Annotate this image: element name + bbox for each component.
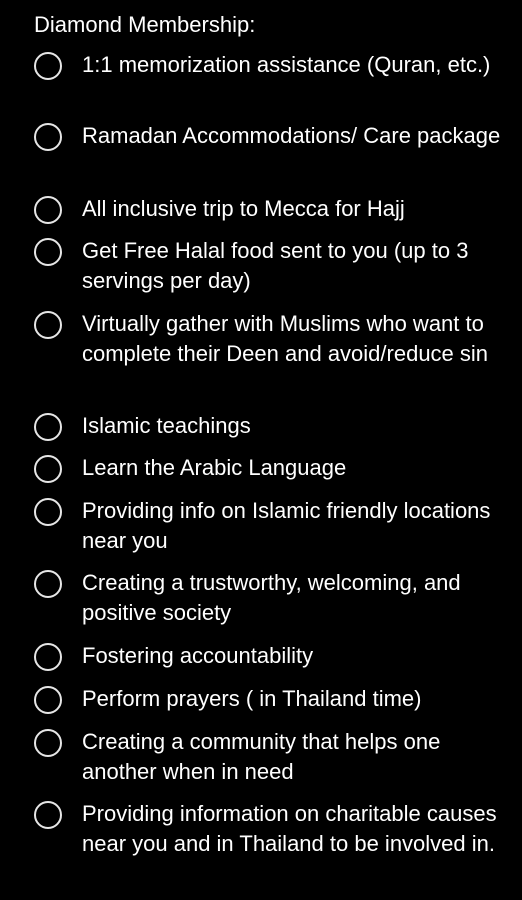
radio-button[interactable]	[34, 196, 62, 224]
radio-button[interactable]	[34, 52, 62, 80]
radio-button[interactable]	[34, 238, 62, 266]
option-label: All inclusive trip to Mecca for Hajj	[82, 196, 405, 221]
option-label: Virtually gather with Muslims who want to complete their Deen and avoid/reduce sin	[82, 311, 489, 366]
radio-button[interactable]	[34, 729, 62, 757]
radio-button[interactable]	[34, 413, 62, 441]
radio-button[interactable]	[34, 311, 62, 339]
page-title: Diamond Membership:	[34, 12, 256, 37]
radio-button[interactable]	[34, 801, 62, 829]
radio-button[interactable]	[34, 455, 62, 483]
option-label: 1:1 memorization assistance (Quran, etc.)	[82, 52, 491, 77]
option-label: Learn the Arabic Language	[82, 455, 347, 480]
radio-button[interactable]	[34, 123, 62, 151]
option-label: Creating a community that helps one another when in need	[82, 729, 441, 784]
option-label: Perform prayers ( in Thailand time)	[82, 686, 422, 711]
option-label: Islamic teachings	[82, 413, 251, 438]
radio-button[interactable]	[34, 686, 62, 714]
option-label: Creating a trustworthy, welcoming, and positive society	[82, 570, 461, 625]
option-label: Providing information on charitable causes near you and in Thailand to be involved in.	[82, 801, 497, 856]
option-label: Ramadan Accommodations/ Care package	[82, 123, 501, 148]
radio-button[interactable]	[34, 643, 62, 671]
radio-button[interactable]	[34, 498, 62, 526]
option-label: Providing info on Islamic friendly locations near you	[82, 498, 491, 553]
option-label: Get Free Halal food sent to you (up to 3 servings per day)	[82, 238, 469, 293]
option-label: Fostering accountability	[82, 643, 314, 668]
radio-button[interactable]	[34, 570, 62, 598]
